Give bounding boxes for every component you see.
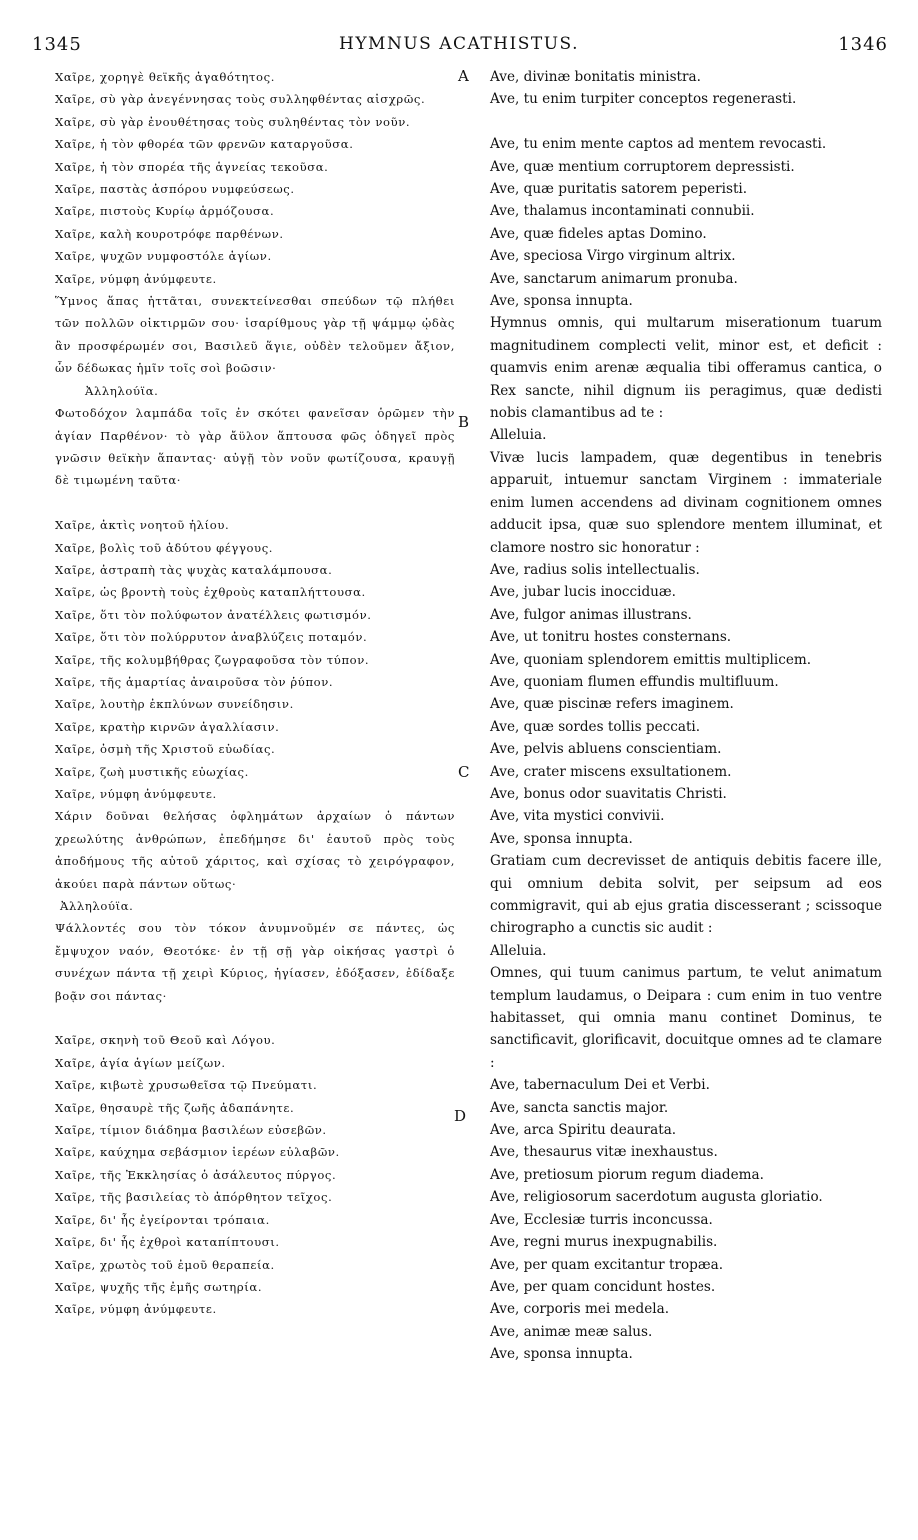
greek-salutations-2 [55,514,455,805]
latin-column [490,66,882,1366]
greek-stanza-1: Ὕμνος ἅπας ἡττᾶται, συνεκτείνεσθαι σπεύδων τῷ πλήθει τῶν πολλῶν οἰκτιρμῶν σου· ἰσαρίθμους γὰρ τῇ ψάμμῳ ᾠδὰς ἂν προσφέρωμέν σοι, Βασιλεῦ ἅγιε, οὐδὲν τελοῦμεν ἄξιον, ὧν δέδωκας ἡμῖν τοῖς σοὶ βοῶσιν· [55,294,455,376]
greek-line: Χαῖρε, ἀκτὶς νοητοῦ ἡλίου. [55,518,230,533]
latin-alleluia-1: Alleluia. [490,427,547,444]
latin-line: Ave, tu enim turpiter conceptos regenerasti. [490,91,797,108]
latin-line: Ave, quoniam flumen effundis multifluum. [490,673,779,690]
greek-line: Χαῖρε, ὀσμὴ τῆς Χριστοῦ εὐωδίας. [55,742,276,757]
latin-line: Ave, arca Spiritu deaurata. [490,1122,677,1139]
greek-line: Χαῖρε, χορηγὲ θεϊκῆς ἀγαθότητος. [55,70,276,84]
latin-line: Ave, sancta sanctis major. [490,1099,669,1116]
greek-line: Χαῖρε, ἁγία ἁγίων μείζων. [55,1055,226,1070]
latin-line: Ave, vita mystici convivii. [490,808,665,825]
greek-line: Χαῖρε, σὺ γὰρ ἐνουθέτησας τοὺς συληθέντας τὸν νοῦν. [55,114,411,129]
greek-line: Χαῖρε, τῆς Ἐκκλησίας ὁ ἀσάλευτος πύργος. [55,1167,337,1182]
greek-line: Χαῖρε, κρατὴρ κιρνῶν ἀγαλλίασιν. [55,719,280,734]
latin-line: Ave, quoniam splendorem emittis multiplicem. [490,651,812,668]
greek-line: Χαῖρε, ὅτι τὸν πολύρρυτον ἀναβλύζεις ποταμόν. [55,630,368,645]
latin-line: Ave, quæ fideles aptas Domino. [490,225,707,242]
greek-stanza-2: Φωτοδόχον λαμπάδα τοῖς ἐν σκότει φανεῖσαν ὁρῶμεν τὴν ἁγίαν Παρθένον· τὸ γὰρ ἄϋλον ἅπτουσα φῶς ὁδηγεῖ πρὸς γνῶσιν θεϊκὴν ἅπαντας· αὐγῇ τὸν νοῦν φωτίζουσα, κραυγῇ δὲ τιμωμένη ταῦτα· [55,406,455,488]
latin-line: Ave, quæ puritatis satorem peperisti. [490,181,748,198]
greek-stanza-4: Ψάλλοντές σου τὸν τόκον ἀνυμνοῦμέν σε πάντες, ὡς ἔμψυχον ναόν, Θεοτόκε· ἐν τῇ σῇ γὰρ οἰκήσας γαστρὶ ὁ συνέχων πάντα τῇ χειρὶ Κύριος, ἡγίασεν, ἐδόξασεν, ἐδίδαξε βοᾷν σοι πάντας· [55,921,455,1003]
latin-line: Ave, sponsa innupta. [490,830,633,847]
greek-line: Χαῖρε, παστὰς ἀσπόρου νυμφεύσεως. [55,182,295,197]
margin-marker-c: C [458,763,470,781]
greek-column [55,66,455,1321]
latin-line: Ave, pretiosum piorum regum diadema. [490,1166,764,1183]
latin-line: Ave, speciosa Virgo virginum altrix. [490,248,736,265]
latin-alleluia-2: Alleluia. [490,942,547,959]
margin-marker-a: A [458,67,469,85]
latin-line: Ave, jubar lucis inocciduæ. [490,584,677,601]
latin-line: Ave, quæ piscinæ refers imaginem. [490,696,734,713]
latin-salutations-3 [490,1074,882,1365]
latin-line: Ave, crater miscens exsultationem. [490,763,732,780]
latin-line: Ave, quæ sordes tollis peccati. [490,718,701,735]
greek-line: Χαῖρε, νύμφη ἀνύμφευτε. [55,786,217,801]
greek-line: Χαῖρε, ψυχῶν νυμφοστόλε ἁγίων. [55,249,272,264]
greek-line: Χαῖρε, πιστοὺς Κυρίῳ ἁρμόζουσα. [55,204,275,219]
greek-line: Χαῖρε, ἀστραπὴ τὰς ψυχὰς καταλάμπουσα. [55,562,333,577]
latin-line: Ave, corporis mei medela. [490,1301,670,1318]
latin-line: Ave, per quam concidunt hostes. [490,1278,716,1295]
latin-stanza-4: Omnes, qui tuum canimus partum, te velut animatum templum laudamus, o Deipara : cum enim in tuo ventre habitasset, qui omnia manu continet Dominus, te sanctificavit, glorificavit, docuitque omnes ad te clamare : [490,965,882,1071]
page-header [30,34,888,58]
latin-stanza-2: Vivæ lucis lampadem, quæ degentibus in tenebris apparuit, intuemur sanctam Virginem : immateriale enim lumen accendens ad divinam cognitionem omnes adducit ipsa, quæ suo splendore mentem illuminat, et clamore nostro sic honoratur : [490,449,882,556]
latin-line: Ave, tabernaculum Dei et Verbi. [490,1077,710,1094]
latin-line: Ave, fulgor animas illustrans. [490,606,692,623]
latin-line: Ave, quæ mentium corruptorem depressisti. [490,158,795,175]
latin-line: Ave, radius solis intellectualis. [490,561,700,578]
latin-line: Ave, religiosorum sacerdotum augusta gloriatio. [490,1189,823,1206]
greek-line: Χαῖρε, ζωὴ μυστικῆς εὐωχίας. [55,764,249,779]
running-title: HYMNUS ACATHISTUS. [339,34,579,54]
latin-line: Ave, sanctarum animarum pronuba. [490,270,738,287]
latin-stanza-3: Gratiam cum decrevisset de antiquis debitis facere ille, qui omnium debita solvit, per seipsum ad eos commigravit, qui ab ejus gratia discesserant ; scissoque chirographo a cunctis sic audit : [490,853,882,937]
margin-marker-d: D [454,1107,467,1125]
greek-line: Χαῖρε, δι' ἧς ἐγείρονται τρόπαια. [55,1212,270,1227]
greek-line: Χαῖρε, χρωτὸς τοῦ ἐμοῦ θεραπεία. [55,1257,275,1272]
latin-line: Ave, regni murus inexpugnabilis. [490,1234,718,1251]
latin-line: Ave, Ecclesiæ turris inconcussa. [490,1211,713,1228]
greek-line: Χαῖρε, ὅτι τὸν πολύφωτον ἀνατέλλεις φωτισμόν. [55,607,372,622]
latin-line: Ave, ut tonitru hostes consternans. [490,629,732,646]
greek-line: Χαῖρε, κιβωτὲ χρυσωθεῖσα τῷ Πνεύματι. [55,1078,318,1093]
greek-line: Χαῖρε, καύχημα σεβάσμιον ἱερέων εὐλαβῶν. [55,1145,340,1160]
latin-line: Ave, tu enim mente captos ad mentem revocasti. [490,136,827,153]
greek-salutations-1 [55,66,455,290]
greek-line: Χαῖρε, ἡ τὸν σπορέα τῆς ἁγνείας τεκοῦσα. [55,159,329,174]
greek-line: Χαῖρε, σὺ γὰρ ἀνεγέννησας τοὺς συλληφθέντας αἰσχρῶς. [55,92,426,107]
greek-line: Χαῖρε, τῆς κολυμβήθρας ζωγραφοῦσα τὸν τύπον. [55,652,370,667]
latin-line: Ave, divinæ bonitatis ministra. [490,69,701,85]
greek-line: Χαῖρε, λουτὴρ ἐκπλύνων συνείδησιν. [55,697,294,712]
latin-line: Ave, sponsa innupta. [490,1346,633,1363]
latin-line: Ave, per quam excitantur tropæa. [490,1256,724,1273]
latin-salutations-2 [490,559,882,850]
margin-marker-b: B [458,413,470,431]
greek-line: Χαῖρε, τῆς ἁμαρτίας ἀναιροῦσα τὸν ῥύπον. [55,674,334,689]
greek-line: Χαῖρε, ὡς βροντὴ τοὺς ἐχθροὺς καταπλήττουσα. [55,585,366,600]
greek-line: Χαῖρε, σκηνὴ τοῦ Θεοῦ καὶ Λόγου. [55,1033,276,1048]
latin-stanza-1: Hymnus omnis, qui multarum miserationum tuarum magnitudinem complecti velit, minor est, et deficit : quamvis enim arenæ æqualia tibi offeramus cantica, o Rex sancte, nihil dignum iis peragimus, quæ dedisti nobis clamantibus ad te : [490,315,882,422]
greek-line: Χαῖρε, βολὶς τοῦ ἀδύτου φέγγους. [55,540,274,555]
greek-line: Χαῖρε, νύμφη ἀνύμφευτε. [55,1302,217,1317]
greek-line: Χαῖρε, θησαυρὲ τῆς ζωῆς ἀδαπάνητε. [55,1100,295,1115]
latin-salutations-1 [490,66,882,312]
greek-salutations-3 [55,1029,455,1320]
greek-line: Χαῖρε, νύμφη ἀνύμφευτε. [55,271,217,286]
latin-line: Ave, sponsa innupta. [490,293,633,310]
greek-stanza-3: Χάριν δοῦναι θελήσας ὀφλημάτων ἀρχαίων ὁ πάντων χρεωλύτης ἀνθρώπων, ἐπεδήμησε δι' ἑαυτοῦ πρὸς τοὺς ἀποδήμους τῆς αὐτοῦ χάριτος, καὶ σχίσας τὸ χειρόγραφον, ἀκούει παρὰ πάντων οὕτως· [55,809,455,891]
greek-line: Χαῖρε, δι' ἧς ἐχθροὶ καταπίπτουσι. [55,1235,280,1250]
greek-alleluia-2: Ἀλληλούϊα. [60,899,134,914]
latin-line: Ave, pelvis abluens conscientiam. [490,741,722,758]
page-number-right: 1346 [838,34,888,55]
greek-alleluia-1: Ἀλληλούϊα. [85,383,159,398]
greek-line: Χαῖρε, τίμιον διάδημα βασιλέων εὐσεβῶν. [55,1123,327,1138]
latin-line: Ave, bonus odor suavitatis Christi. [490,785,727,802]
greek-line: Χαῖρε, ἡ τὸν φθορέα τῶν φρενῶν καταργοῦσα. [55,137,354,152]
latin-line: Ave, thalamus incontaminati connubii. [490,203,755,220]
greek-line: Χαῖρε, τῆς βασιλείας τὸ ἀπόρθητον τεῖχος. [55,1190,333,1205]
page-number-left: 1345 [32,34,82,55]
greek-line: Χαῖρε, καλὴ κουροτρόφε παρθένων. [55,226,284,241]
greek-line: Χαῖρε, ψυχῆς τῆς ἐμῆς σωτηρία. [55,1279,263,1294]
latin-line: Ave, animæ meæ salus. [490,1323,653,1340]
latin-line: Ave, thesaurus vitæ inexhaustus. [490,1144,718,1161]
